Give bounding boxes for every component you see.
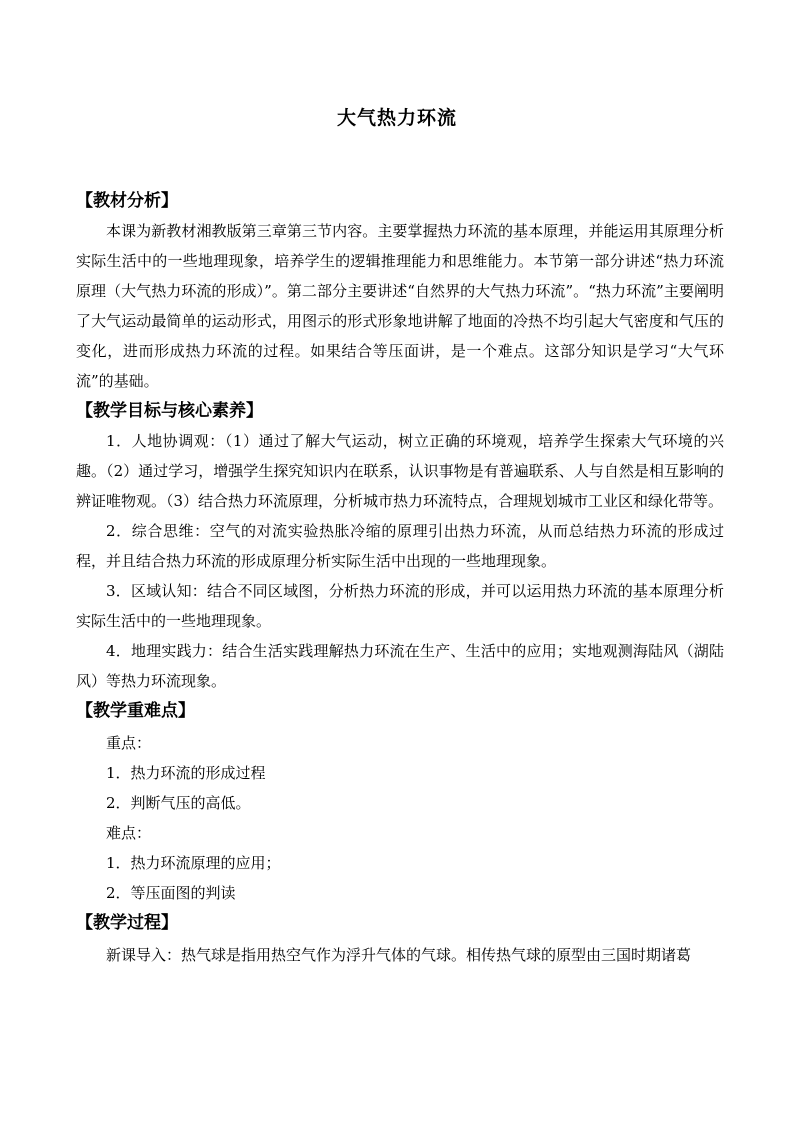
objective-paragraph: 2．综合思维：空气的对流实验热胀冷缩的原理引出热力环流，从而总结热力环流的形成过程，并且结合热力环流的形成原理分析实际生活中出现的一些地理现象。: [76, 522, 724, 570]
process-paragraph: 新课导入：热气球是指用热空气作为浮升气体的气球。相传热气球的原型由三国时期诸葛: [106, 946, 692, 964]
objective-paragraph: 1．人地协调观：（1）通过了解大气运动，树立正确的环境观，培养学生探索大气环境的兴趣。（2）通过学习，增强学生探究知识内在联系，认识事物是有普遍联系、人与自然是相互影响的辨证唯物观。（3）结合热力环流原理，分析城市热力环流特点，合理规划城市工业区和绿化带等。: [76, 432, 724, 510]
section-analysis: [76, 186, 724, 396]
section-objectives: [76, 396, 724, 696]
analysis-paragraph: 本课为新教材湘教版第三章第三节内容。主要掌握热力环流的基本原理，并能运用其原理分析实际生活中的一些地理现象，培养学生的逻辑推理能力和思维能力。本节第一部分讲述“热力环流原理（大气热力环流的形成）”。第二部分主要讲述“自然界的大气热力环流”。“热力环流”主要阐明了大气运动最简单的运动形式，用图示的形式形象地讲解了地面的冷热不均引起大气密度和气压的变化，进而形成热力环流的过程。如果结合等压面讲，是一个难点。这部分知识是学习“大气环流”的基础。: [76, 222, 724, 390]
section-heading-key-points: 【教学重难点】: [76, 701, 195, 721]
difficulty-item: 2．等压面图的判读: [106, 884, 236, 902]
objective-paragraph: 4．地理实践力：结合生活实践理解热力环流在生产、生活中的应用；实地观测海陆风（湖陆风）等热力环流现象。: [76, 642, 724, 690]
difficulty-label: 难点：: [106, 824, 152, 842]
section-key-points: [76, 696, 724, 908]
document-title: 大气热力环流: [336, 107, 457, 129]
document-body: [76, 186, 724, 970]
difficulty-item: 1．热力环流原理的应用；: [106, 854, 281, 872]
section-heading-analysis: 【教材分析】: [76, 191, 178, 211]
section-heading-objectives: 【教学目标与核心素养】: [76, 401, 263, 421]
section-heading-process: 【教学过程】: [76, 913, 178, 933]
focus-label: 重点：: [106, 734, 152, 752]
section-process: [76, 908, 724, 970]
focus-item: 1．热力环流的形成过程: [106, 764, 266, 782]
objective-paragraph: 3．区域认知：结合不同区域图，分析热力环流的形成，并可以运用热力环流的基本原理分析实际生活中的一些地理现象。: [76, 582, 724, 630]
focus-item: 2．判断气压的高低。: [106, 794, 251, 812]
